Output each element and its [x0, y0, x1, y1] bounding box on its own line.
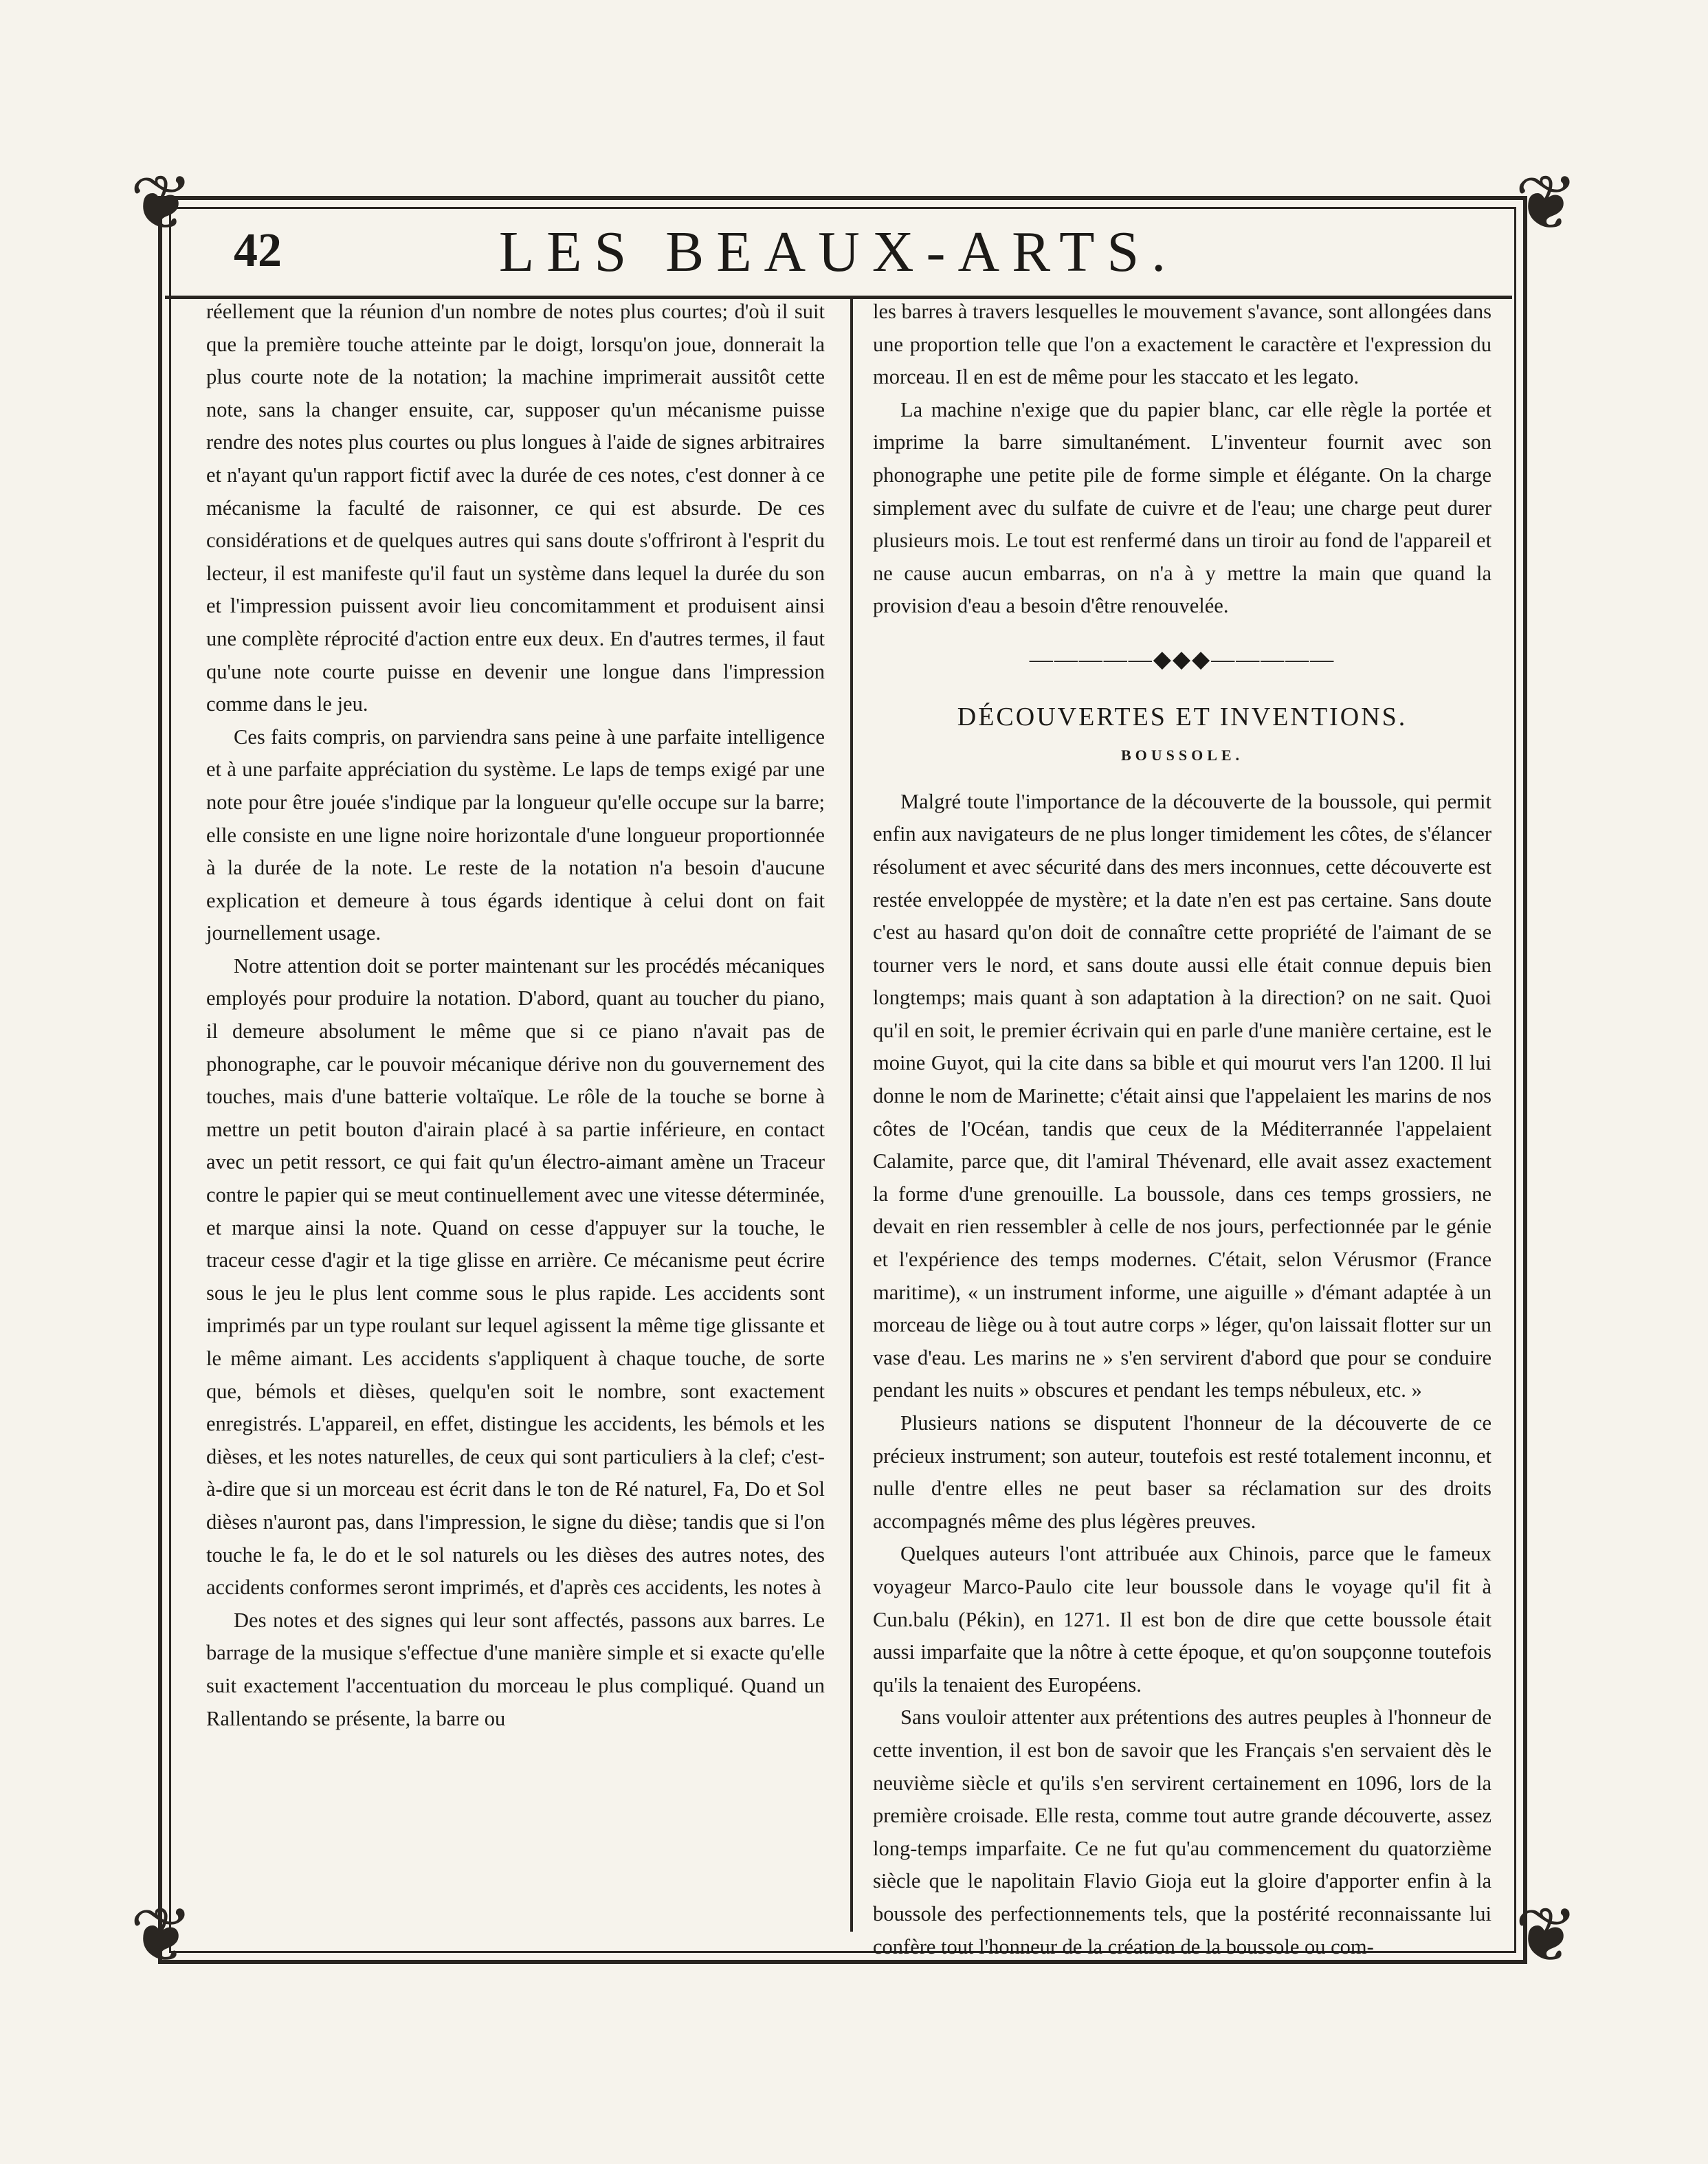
left-column: [206, 296, 825, 1945]
running-title: LES BEAUX-ARTS.: [498, 220, 1179, 284]
paragraph: Sans vouloir attenter aux prétentions des autres peuples à l'honneur de cette invention, il est bon de savoir que les Français s'en servaient dès le neuvième siècle et qu'ils s'en servirent certainement en 1096, lors de la première croisade. Elle resta, comme tout autre grande découverte, assez long-temps imparfaite. Ce ne fut qu'au commencement du quatorzième siècle que le napolitain Flavio Gioja eut la gloire d'apporter enfin à la boussole des perfectionnements tels, que la postérité reconnaissante lui confère tout l'honneur de la création de la boussole ou com-: [873, 1705, 1491, 1958]
paragraph: les barres à travers lesquelles le mouvement s'avance, sont allongées dans une proportion telle que l'on a exactement le caractère et l'expression du morceau. Il en est de même pour les staccato et les legato.: [873, 300, 1491, 389]
paragraph: Des notes et des signes qui leur sont affectés, passons aux barres. Le barrage de la musique s'effectue d'une manière simple et si exacte qu'elle suit exactement l'accentuation du morceau le plus compliqué. Quand un Rallentando se présente, la barre ou: [206, 1608, 825, 1730]
column-divider: [850, 296, 853, 1932]
page-header: [165, 213, 1512, 299]
section-ornament: —————◆◆◆—————: [1029, 646, 1335, 672]
paragraph: Plusieurs nations se disputent l'honneur de la découverte de ce précieux instrument; son auteur, toutefois est resté totalement inconnu, et nulle d'entre elles ne peut baser sa réclamation sur des droits accompagnés même des plus légères preuves.: [873, 1411, 1491, 1533]
subsection-title: BOUSSOLE.: [1120, 747, 1244, 764]
page-number: 42: [234, 224, 282, 277]
paragraph: Ces faits compris, on parviendra sans peine à une parfaite intelligence et à une parfaite appréciation du système. Le laps de temps exigé par une note pour être jouée s'indique par la longueur qu'elle occupe sur la barre; elle consiste en une ligne noire horizontale d'une longueur proportionnée à la durée de la note. Le reste de la notation n'a besoin d'aucune explication et demeure à tous égards identique à celui dont on fait journellement usage.: [206, 725, 825, 945]
paragraph: Notre attention doit se porter maintenant sur les procédés mécaniques employés pour produire la notation. D'abord, quant au toucher du piano, il demeure absolument le même que si ce piano n'avait pas de phonographe, car le pouvoir mécanique dérive non du gouvernement des touches, mais d'une batterie voltaïque. Le rôle de la touche se borne à mettre un petit bouton d'airain placé à sa partie inférieure, en contact avec un petit ressort, ce qui fait qu'un électro-aimant amène un Traceur contre le papier qui se meut continuellement avec une vitesse déterminée, et marque ainsi la note. Quand on cesse d'appuyer sur la touche, le traceur cesse d'agir et la tige glisse en arrière. Ce mécanisme peut écrire sous le jeu le plus lent comme sous le plus rapide. Les accidents sont imprimés par un type roulant sur lequel agissent la même tige glissante et le même aimant. Les accidents s'appliquent à chaque touche, de sorte que, bémols et dièses, quelqu'en soit le nombre, sont exactement enregistrés. L'appareil, en effet, distingue les accidents, les bémols et les dièses, et les notes naturelles, de ceux qui sont particuliers à la clef; c'est-à-dire que si un morceau est écrit dans le ton de Ré naturel, Fa, Do et Sol dièses n'auront pas, dans l'impression, le signe du dièse; tandis que si l'on touche le fa, le do et le sol naturels ou les dièses des autres notes, des accidents conformes seront imprimés, et d'après ces accidents, les notes à: [206, 953, 825, 1600]
paragraph: Quelques auteurs l'ont attribuée aux Chinois, parce que le fameux voyageur Marco-Paulo cite leur boussole dans le voyage qu'il fit à Cun.balu (Pékin), en 1271. Il est bon de dire que cette boussole était aussi imparfaite que la nôtre à cette époque, et qu'on soupçonne toutefois qu'ils la tenaient des Européens.: [873, 1542, 1491, 1697]
paragraph: La machine n'exige que du papier blanc, car elle règle la portée et imprime la barre simultanément. L'inventeur fournit avec son phonographe une petite pile de forme simple et élégante. On la charge simplement avec du sulfate de cuivre et de l'eau; une charge peut durer plusieurs mois. Le tout est renfermé dans un tiroir au fond de l'appareil et ne cause aucun embarras, on n'a à y mettre la main que quand la provision d'eau a besoin d'être renouvelée.: [873, 397, 1491, 618]
corner-ornament-icon: ❦: [129, 1891, 194, 1979]
corner-ornament-icon: ❦: [1514, 1891, 1579, 1979]
right-column: [873, 296, 1491, 1958]
paragraph: réellement que la réunion d'un nombre de notes plus courtes; d'où il suit que la première touche atteinte par le doigt, lorsqu'on joue, donnerait la plus courte note de la notation; la machine imprimerait aussitôt cette note, sans la changer ensuite, car, supposer qu'un mécanisme puisse rendre des notes plus courtes ou plus longues à l'aide de signes arbitraires et n'ayant qu'un rapport fictif avec la durée de ces notes, c'est donner à ce mécanisme la faculté de raisonner, ce qui est absurde. De ces considérations et de quelques autres qui sans doute s'offriront à l'esprit du lecteur, il est manifeste qu'il faut un système dans lequel la durée du son et l'impression puissent avoir lieu concomitamment et produisent ainsi une complète réprocité d'action entre eux deux. En d'autres termes, il faut qu'une note courte puisse en devenir une longue dans l'impression comme dans le jeu.: [206, 300, 825, 716]
paragraph: Malgré toute l'importance de la découverte de la boussole, qui permit enfin aux navigateurs de ne plus longer timidement les côtes, de s'élancer résolument et avec sécurité dans des mers inconnues, cette découverte est restée enveloppée de mystère; et la date n'en est pas certaine. Sans doute c'est au hasard qu'on doit de connaître cette propriété de l'aimant de se tourner vers le nord, et sans doute aussi elle était connue depuis bien longtemps; mais quant à son adaptation à la direction? on ne sait. Quoi qu'il en soit, le premier écrivain qui en parle d'une manière certaine, est le moine Guyot, qui la cite dans sa bible et qui mourut vers l'an 1200. Il lui donne le nom de Marinette; c'était ainsi que l'appelaient les marins de nos côtes de l'Océan, tandis que ceux de la Méditerrannée l'appelaient Calamite, parce que, dit l'amiral Thévenard, elle avait assez exactement la forme d'une grenouille. La boussole, dans ces temps grossiers, ne devait en rien ressembler à celle de nos jours, perfectionnée par le génie et l'expérience des temps modernes. C'était, selon Vérusmor (France maritime), « un instrument informe, une aiguille » d'émant adaptée à un morceau de liège ou à tout autre corps » léger, qu'on laissait flotter sur un vase d'eau. Les marins ne » s'en servirent d'abord que pour se conduire pendant les nuits » obscures et pendant les temps nébuleux, etc. »: [873, 789, 1491, 1402]
corner-ornament-icon: ❦: [129, 159, 194, 247]
corner-ornament-icon: ❦: [1514, 159, 1579, 247]
section-title: DÉCOUVERTES ET INVENTIONS.: [957, 702, 1408, 731]
